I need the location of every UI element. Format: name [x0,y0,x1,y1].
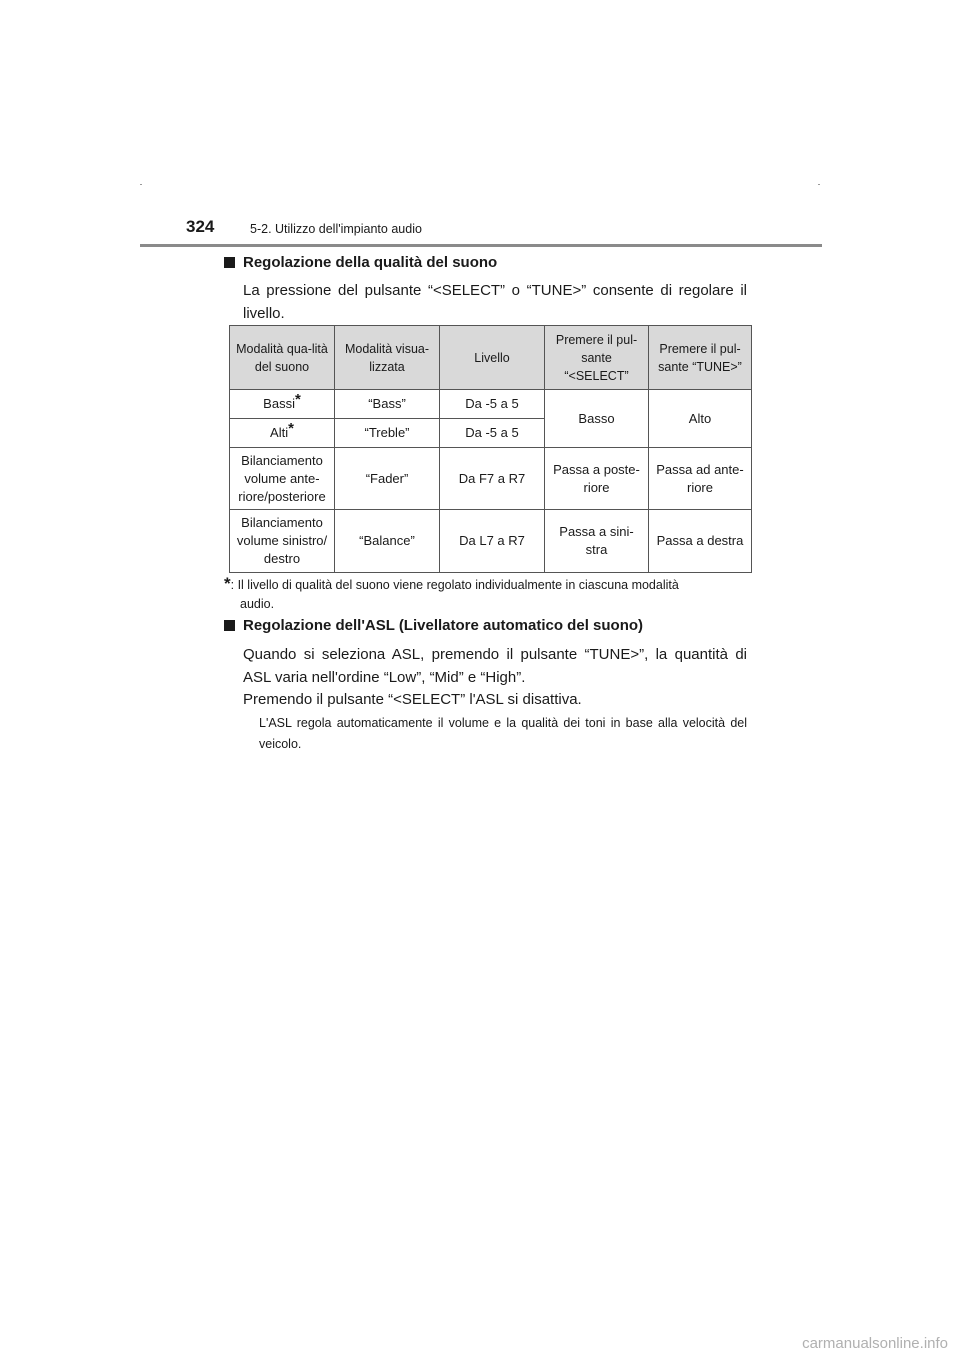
table-row [230,448,752,510]
section-paragraph: La pressione del pulsante “<SELECT” o “TUNE>” consente di regolare il livello. [243,282,747,322]
page-number: 324 [186,217,215,236]
watermark: carmanualsonline.info [802,1335,948,1352]
table-cell: Bilanciamento volume ante-riore/posteriore [230,448,335,510]
asterisk-mark: * [288,420,294,437]
table-cell-merged: Alto [649,390,752,448]
square-bullet-icon [224,257,235,268]
table-cell: Passa a sini-stra [545,510,649,573]
section-title: Regolazione della qualità del suono [243,254,498,271]
table-cell: Passa ad ante-riore [649,448,752,510]
table-cell: “Bass” [335,390,440,419]
table-cell: Passa a destra [649,510,752,573]
table-cell-merged: Basso [545,390,649,448]
header-cell: Modalità qua-lità del suono [230,326,335,390]
table-cell: “Fader” [335,448,440,510]
header-cell: Modalità visua-lizzata [335,326,440,390]
footnote [224,574,748,614]
header-cell: Livello [440,326,545,390]
cell-text: Bassi [263,396,295,411]
chapter-title: 5-2. Utilizzo dell'impianto audio [250,222,422,236]
table-cell [230,419,335,448]
footnote-continuation: audio. [240,597,275,611]
table-cell: Passa a poste-riore [545,448,649,510]
table-row [230,390,752,419]
section-note: L'ASL regola automaticamente il volume e la qualità dei toni in base alla velocità del veicolo. [259,716,747,751]
header-cell: Premere il pul-sante “<SELECT” [545,326,649,390]
header-cell: Premere il pul-sante “TUNE>” [649,326,752,390]
table-cell: Bilanciamento volume sinistro/ destro [230,510,335,573]
cell-text: Alti [270,425,289,440]
footnote-text: : Il livello di qualità del suono viene regolato individualmente in ciascuna modalità [230,578,679,592]
square-bullet-icon [224,620,235,631]
section-title: Regolazione dell'ASL (Livellatore automatico del suono) [243,617,644,634]
footnote-asterisk: * [224,574,231,593]
section-heading-asl [224,617,643,634]
header-rule [140,244,822,247]
crop-mark-left [140,184,142,185]
section-paragraph: Quando si seleziona ASL, premendo il pulsante “TUNE>”, la quantità di ASL varia nell'ordine “Low”, “Mid” e “High”. [243,646,747,686]
table-header-row [230,326,752,390]
table-cell: “Treble” [335,419,440,448]
table-cell: Da F7 a R7 [440,448,545,510]
section-heading-sound-quality [224,254,497,271]
sound-quality-table [229,325,752,573]
table-cell: Da -5 a 5 [440,419,545,448]
table-row [230,510,752,573]
section-paragraph: Premendo il pulsante “<SELECT” l'ASL si disattiva. [243,691,582,708]
crop-mark-right [818,184,820,185]
table-cell: “Balance” [335,510,440,573]
table-cell: Da -5 a 5 [440,390,545,419]
asterisk-mark: * [294,391,301,408]
table-cell: Da L7 a R7 [440,510,545,573]
table-cell [230,390,335,419]
